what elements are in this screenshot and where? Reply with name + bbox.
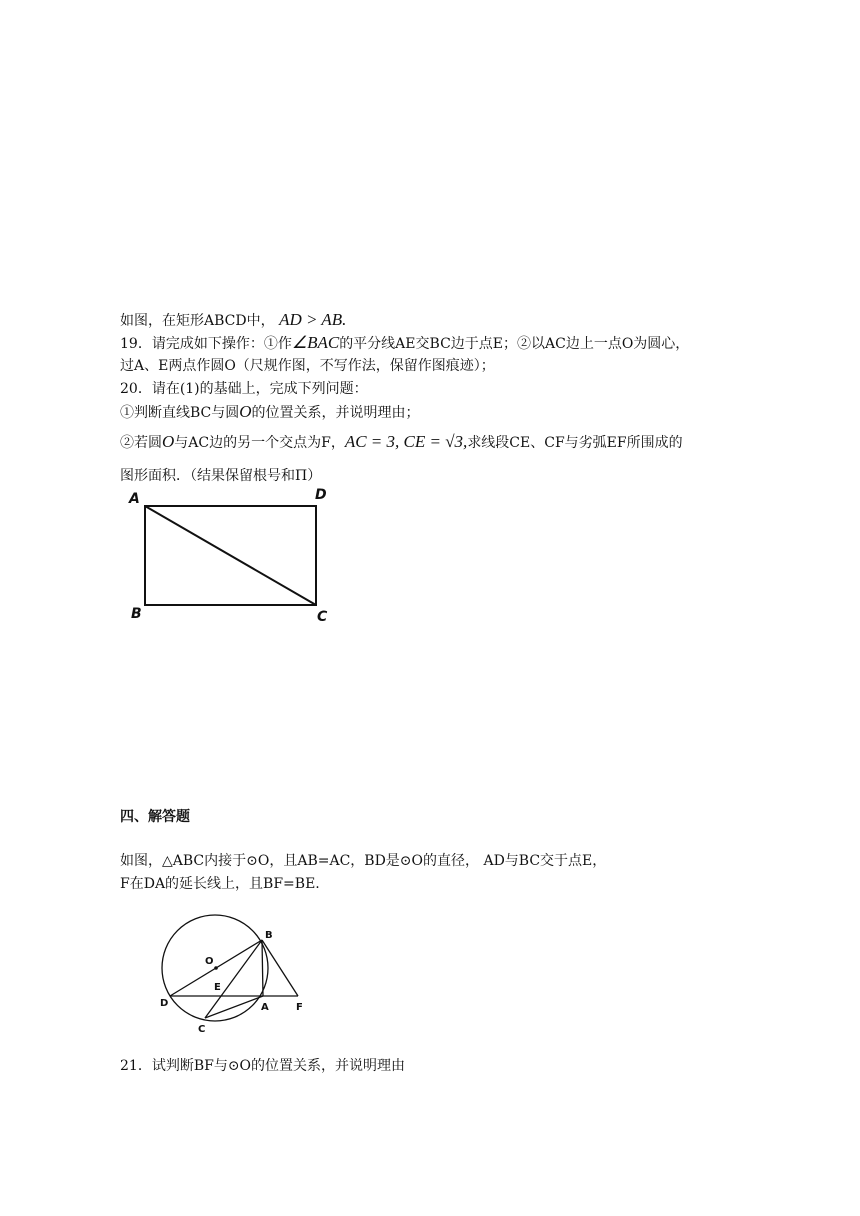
section4-text2: F在DA的延长线上，且BF=BE.	[120, 876, 320, 892]
label-a: A	[129, 491, 140, 507]
question-19	[120, 333, 689, 354]
label-f: F	[296, 1002, 303, 1013]
intro-text: 如图，在矩形ABCD中，	[120, 313, 275, 329]
q19-angle: ∠BAC	[291, 333, 340, 352]
q20-b2: 的位置关系，并说明理由；	[251, 405, 420, 421]
intro-math: AD > AB.	[279, 310, 347, 329]
problem-intro	[120, 310, 346, 331]
label-b: B	[131, 606, 142, 622]
q20-c-math: AC = 3, CE = √3,	[344, 432, 468, 451]
q19-part-c: 过A、E两点作圆O（尺规作图，不写作法，保留作图痕迹）；	[120, 358, 495, 374]
rectangle-figure	[125, 482, 345, 632]
q20-part-a: 20．请在(1)的基础上，完成下列问题：	[120, 381, 368, 397]
diagonal-ac	[145, 506, 316, 605]
section-heading: 四、解答题	[120, 809, 190, 825]
question-20-sub1	[120, 402, 420, 423]
question-21: 21．试判断BF与⊙O的位置关系，并说明理由	[120, 1058, 406, 1074]
label-d: D	[160, 998, 169, 1009]
label-a: A	[261, 1002, 269, 1013]
section4-text1: 如图，△ABC内接于⊙O，且AB=AC，BD是⊙O的直径， AD与BC交于点E，	[120, 853, 607, 869]
label-c: C	[198, 1024, 206, 1035]
circle-figure	[150, 920, 330, 1042]
q19-part-a: 19．请完成如下操作：①作	[120, 336, 292, 352]
center-point	[214, 966, 218, 970]
q20-c3: 求线段CE、CF与劣弧EF所围成的	[467, 435, 683, 451]
question-20	[120, 379, 368, 399]
q20-b-o: O	[239, 402, 252, 421]
label-c: C	[317, 609, 328, 625]
label-d: D	[315, 487, 327, 503]
q20-c1: ②若圆	[120, 435, 162, 451]
q20-d: 图形面积．（结果保留根号和Π）	[120, 468, 322, 484]
question-19-cont	[120, 356, 495, 376]
question-20-sub2	[120, 432, 683, 453]
label-e: E	[214, 982, 221, 993]
q19-part-b: 的平分线AE交BC边于点E；②以AC边上一点O为圆心，	[339, 336, 690, 352]
label-b: B	[265, 930, 273, 941]
q20-c-o: O	[162, 432, 175, 451]
segment-ba	[262, 940, 263, 996]
q20-b1: ①判断直线BC与圆	[120, 405, 240, 421]
q20-c2: 与AC边的另一个交点为F，	[174, 435, 345, 451]
label-o: O	[205, 956, 214, 967]
segment-bc	[205, 940, 262, 1018]
